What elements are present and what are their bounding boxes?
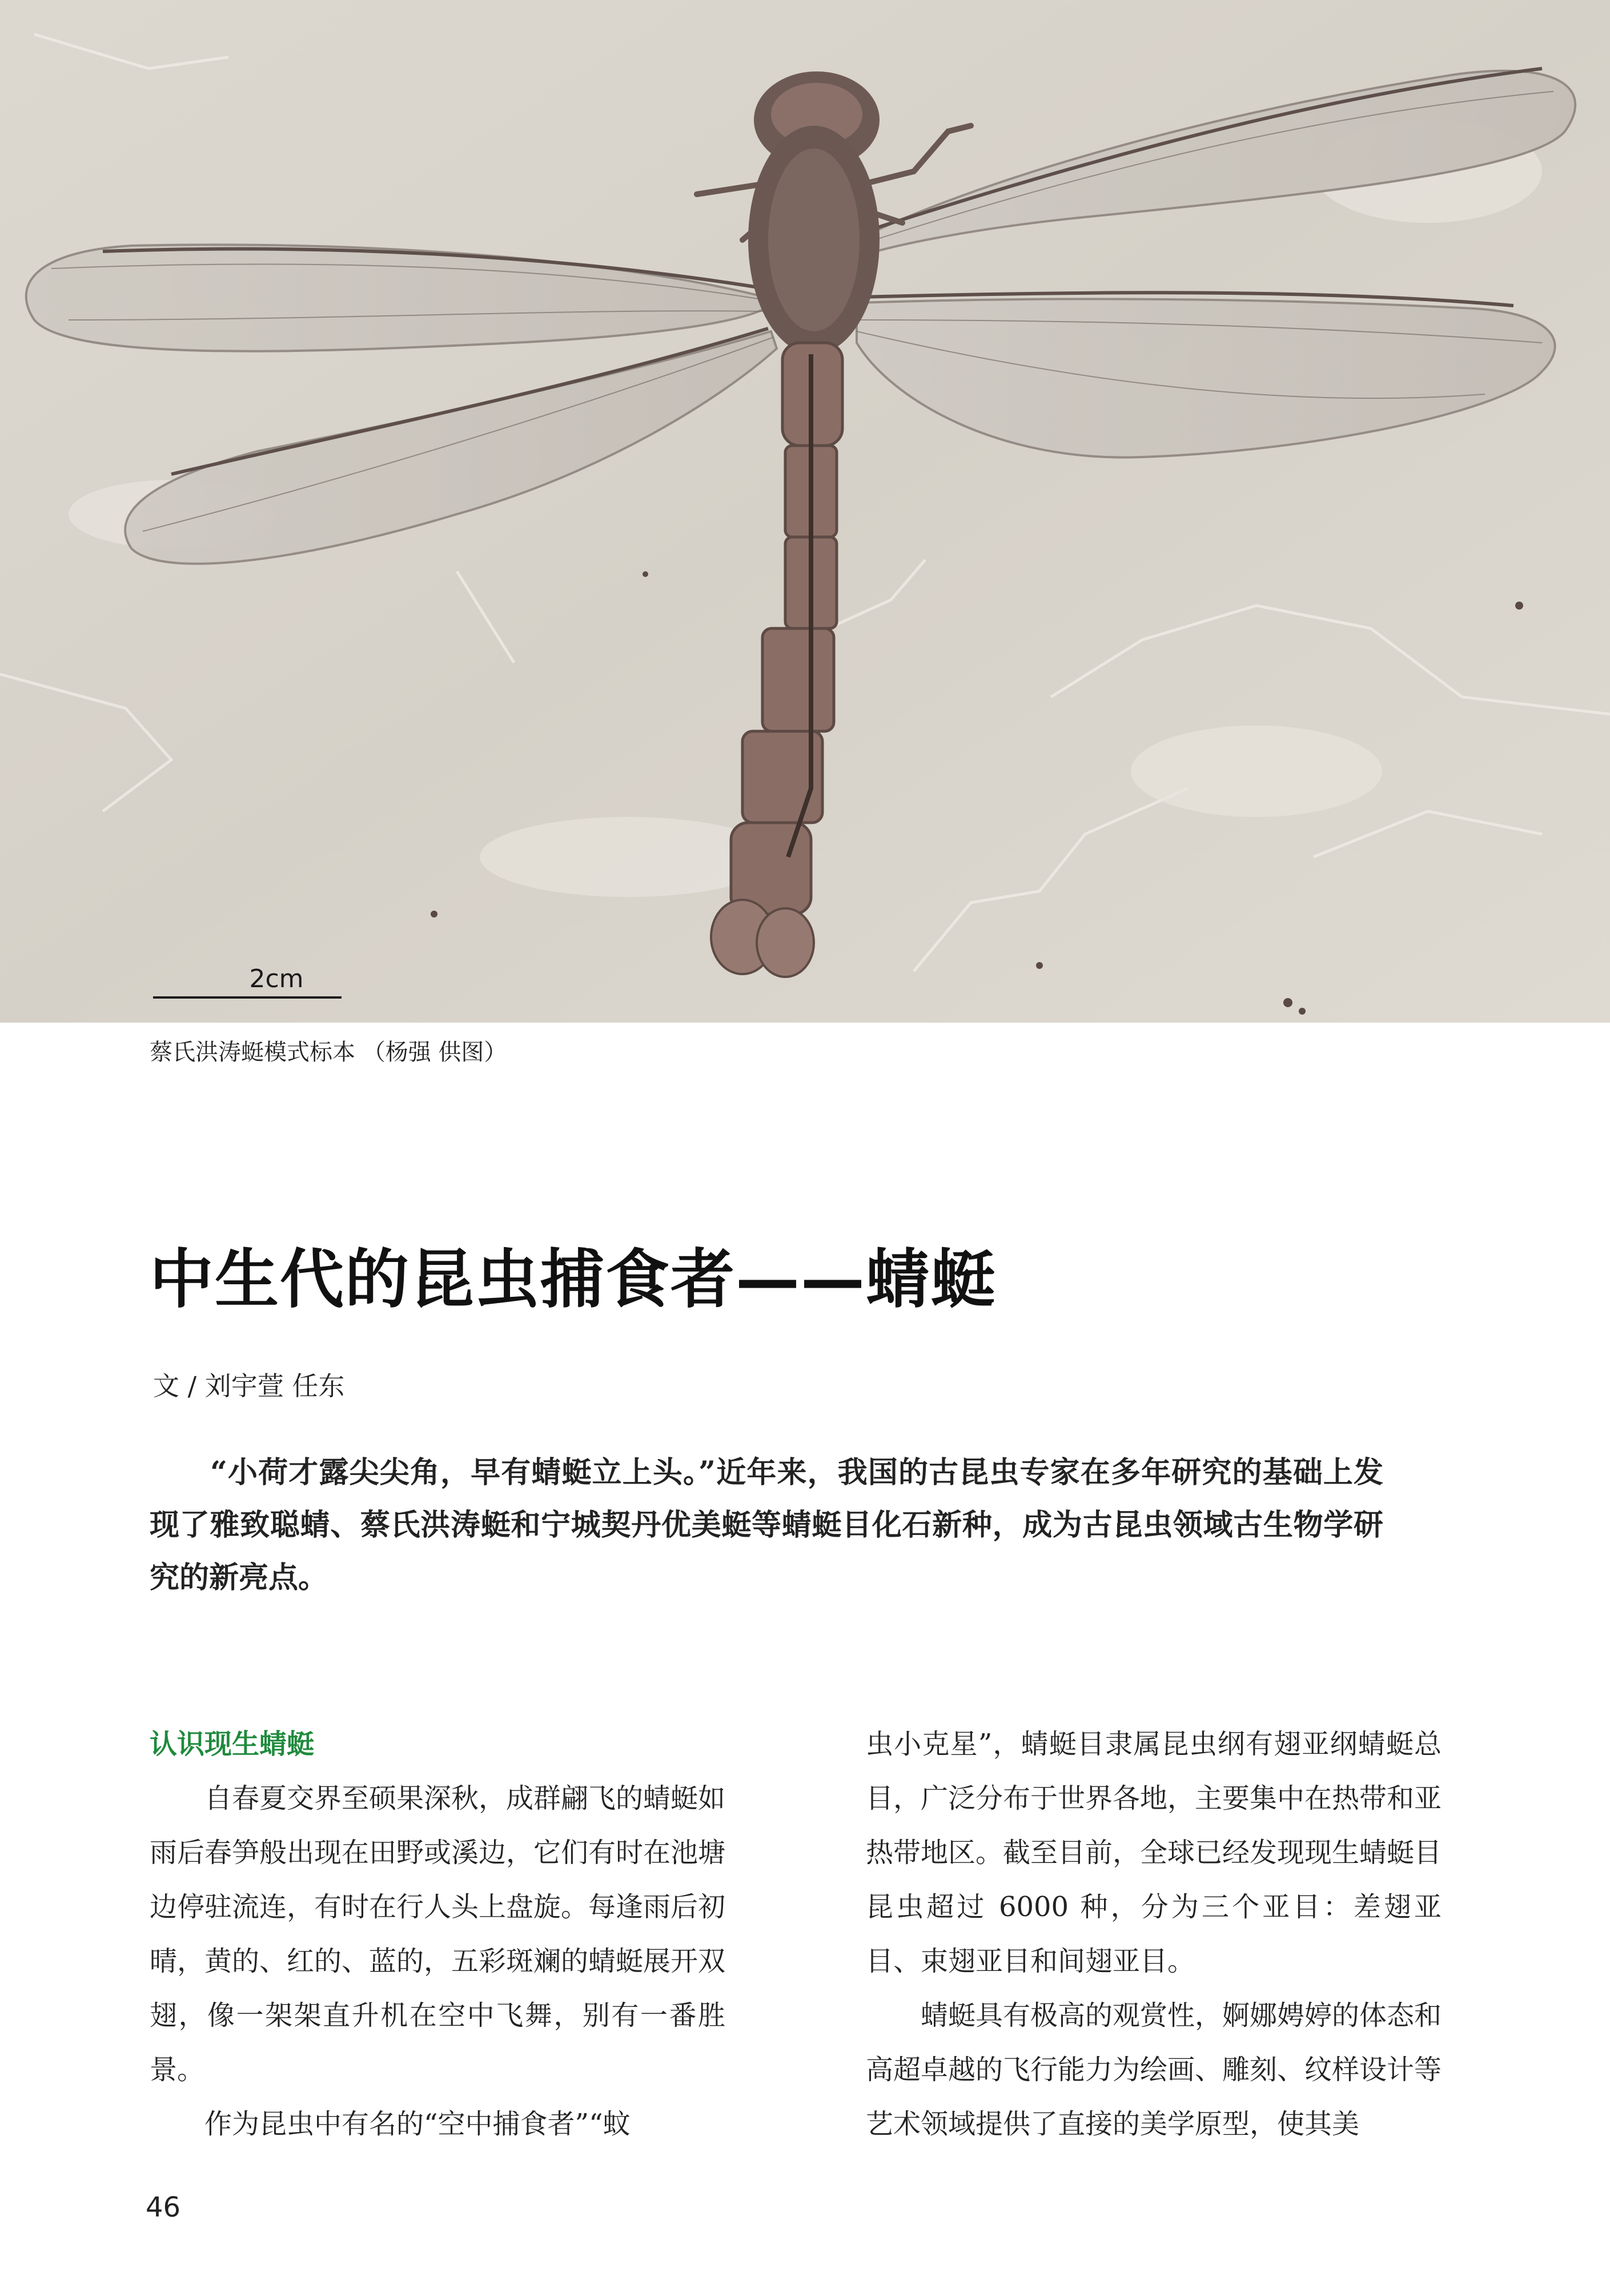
right-column (866, 1717, 1442, 2151)
scale-label: 2cm (249, 964, 304, 993)
page-number: 46 (146, 2191, 181, 2223)
body-paragraph: 蜻蜓具有极高的观赏性，婀娜娉婷的体态和高超卓越的飞行能力为绘画、雕刻、纹样设计等艺术领域提供了直接的美学原型，使其美 (866, 2000, 1442, 2140)
scale-bar (153, 996, 342, 999)
fossil-photo (0, 0, 1610, 1023)
section-heading: 认识现生蜻蜓 (150, 1728, 315, 1760)
body-paragraph: 自春夏交界至硕果深秋，成群翩飞的蜻蜓如雨后春笋般出现在田野或溪边，它们有时在池塘边停驻流连，有时在行人头上盘旋。每逢雨后初晴，黄的、红的、蓝的，五彩斑斓的蜻蜓展开双翅，像一架架直升机在空中飞舞，别有一番胜景。 (150, 1782, 726, 2086)
article-title: 中生代的昆虫捕食者——蜻蜓 (150, 1243, 996, 1317)
figure-caption: 蔡氏洪涛蜓模式标本 （杨强 供图） (150, 1039, 507, 1065)
byline: 文 / 刘宇萱 任东 (153, 1371, 345, 1401)
dragonfly-fossil-image (0, 0, 1610, 1023)
body-paragraph: 作为昆虫中有名的“空中捕食者”“蚊 (204, 2108, 631, 2140)
body-paragraph-continued: 虫小克星”，蜻蜓目隶属昆虫纲有翅亚纲蜻蜓总目，广泛分布于世界各地，主要集中在热带和亚热带地区。截至目前，全球已经发现现生蜻蜓目昆虫超过 6000 种，分为三个亚目：差翅亚目、束翅亚目和间翅亚目。 (866, 1728, 1442, 1977)
left-column (150, 1717, 725, 2151)
lead-paragraph: “小荷才露尖尖角，早有蜻蜓立上头。”近年来，我国的古昆虫专家在多年研究的基础上发现了雅致聪蜻、蔡氏洪涛蜓和宁城契丹优美蜓等蜻蜓目化石新种，成为古昆虫领域古生物学研究的新亮点。 (150, 1455, 1383, 1595)
